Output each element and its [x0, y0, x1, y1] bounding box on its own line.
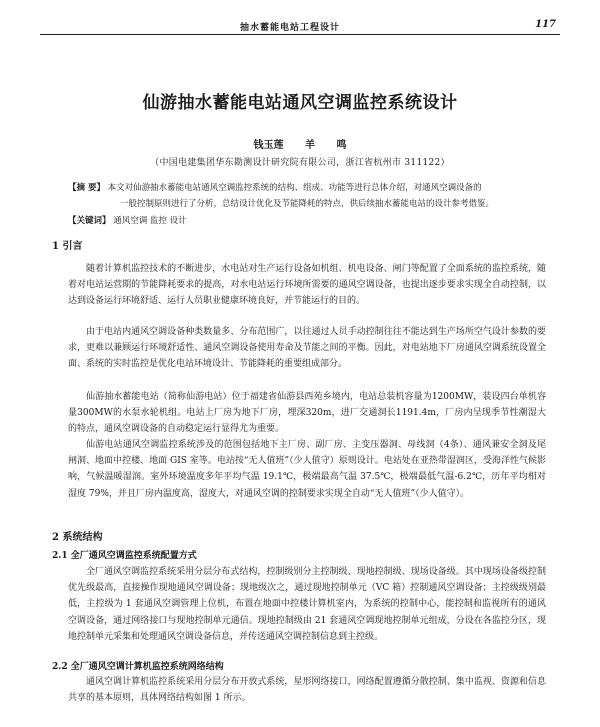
section-heading-intro: 1 引言: [52, 241, 83, 252]
intro-paragraph-1: 随着计算机监控技术的不断进步，水电站对生产运行设备如机组、机电设备、闸门等配置了全面系统的监控系统，随着对电站运营期的节能降耗要求的提高，对水电站运行环境所需要的通风空调设备，也提出逐步要求实现全自动控制，以达到设备运行环境舒适、运行人员职业健康环境良好，并节能运行的目的。: [68, 264, 546, 307]
subsection-2-1-paragraph: 全厂通风空调监控系统采用分层分布式结构，控制级别分主控制级、现地控制级、现场设备级。其中现场设备级控制优先级最高，直接操作现地通风空调设备；现地级次之，通过现地控制单元（VC 箱）控制通风空调设备；主控级级别最低，主控级为 1 套通风空调管理上位机，布置在地面中控楼计算机室内，为系统的控制中心，能控制和监视所有的通风空调设备，通过网络接口与现地控制单元通信。现地控制级由 21 套通风空调现地控制单元组成，分设在各监控分区，现地控制单元采集和处理通风空调设备信息，并传送通风空调控制信息到主控级。: [68, 567, 546, 642]
intro-paragraph-3: 仙游抽水蓄能电站（简称仙游电站）位于福建省仙游县西苑乡境内，电站总装机容量为1200MW，装设四台单机容量300MW的水泵水轮机组。电站上厂房为地下厂房，埋深320m，进厂交通洞长1191.4m，厂房内呈现季节性潮湿大的特点，通风空调设备的自动稳定运行显得尤为重要。: [68, 392, 546, 435]
subsection-heading-2-1: 2.1 全厂通风空调监控系统配置方式: [52, 551, 197, 561]
abstract-text-1: 本文对仙游抽水蓄能电站通风空调监控系统的结构、组成、功能等进行总体介绍，对通风空调设备的: [107, 183, 482, 193]
author-affiliation: （中国电建集团华东勘测设计研究院有限公司，浙江省杭州市 311122）: [150, 158, 450, 168]
abstract-line-1: [68, 180, 538, 196]
section-heading-structure: 2 系统结构: [52, 532, 103, 543]
abstract-text-2: 一般控制原则进行了分析，总结设计优化及节能降耗的特点，供后续抽水蓄能电站的设计参考借鉴。: [120, 199, 495, 209]
subsection-2-2-paragraph: 通风空调计算机监控系统采用分层分布开放式系统，星形网络接口，网络配置遵循分散控制、集中监视、资源和信息共享的基本原则，具体网络结构如图 1 所示。: [68, 677, 546, 704]
subsection-heading-2-2: 2.2 全厂通风空调计算机监控系统网络结构: [52, 662, 224, 672]
abstract: [68, 180, 538, 212]
keywords-label: 【关键词】: [68, 216, 111, 226]
abstract-label: 【摘 要】: [68, 183, 105, 193]
page-number: 117: [535, 19, 556, 30]
keywords: [68, 213, 538, 229]
running-header: [40, 18, 560, 35]
intro-paragraph-4: 仙游电站通风空调监控系统涉及的范围包括地下主厂房、副厂房、主变压器洞、母线洞（4条）、通风兼安全洞及尾闸洞、地面中控楼、地面 GIS 室等。电站按“无人值班”（少人值守）原则设计。电站处在亚热带湿润区，受海洋性气候影响，气候温暖湿润。室外环境温度多年平均气温 19.1℃，极端最高气温 37.5℃，极端最低气温-6.2℃，历年平均相对湿度 79%，并且厂房内温度高，湿度大，对通风空调的控制要求实现全自动“无人值班”（少人值守）。: [68, 440, 546, 499]
journal-name: 抽水蓄能电站工程设计: [240, 23, 341, 33]
keywords-text: 通风空调 监控 设计: [113, 216, 187, 226]
article-title: 仙游抽水蓄能电站通风空调监控系统设计: [142, 93, 458, 113]
intro-paragraph-2: 由于电站内通风空调设备种类数量多、分布范围广，以往通过人员手动控制往往不能达到生产场所空气设计参数的要求，更难以兼顾运行环境舒适性、通风空调设备使用寿命及节能之间的平衡。因此，对电站地下厂房通风空调系统设置全面、系统的实时监控是优化电站环境设计、节能降耗的重要组成部分。: [68, 327, 546, 370]
author-names: 钱玉莲 羊 鸣: [253, 140, 347, 151]
